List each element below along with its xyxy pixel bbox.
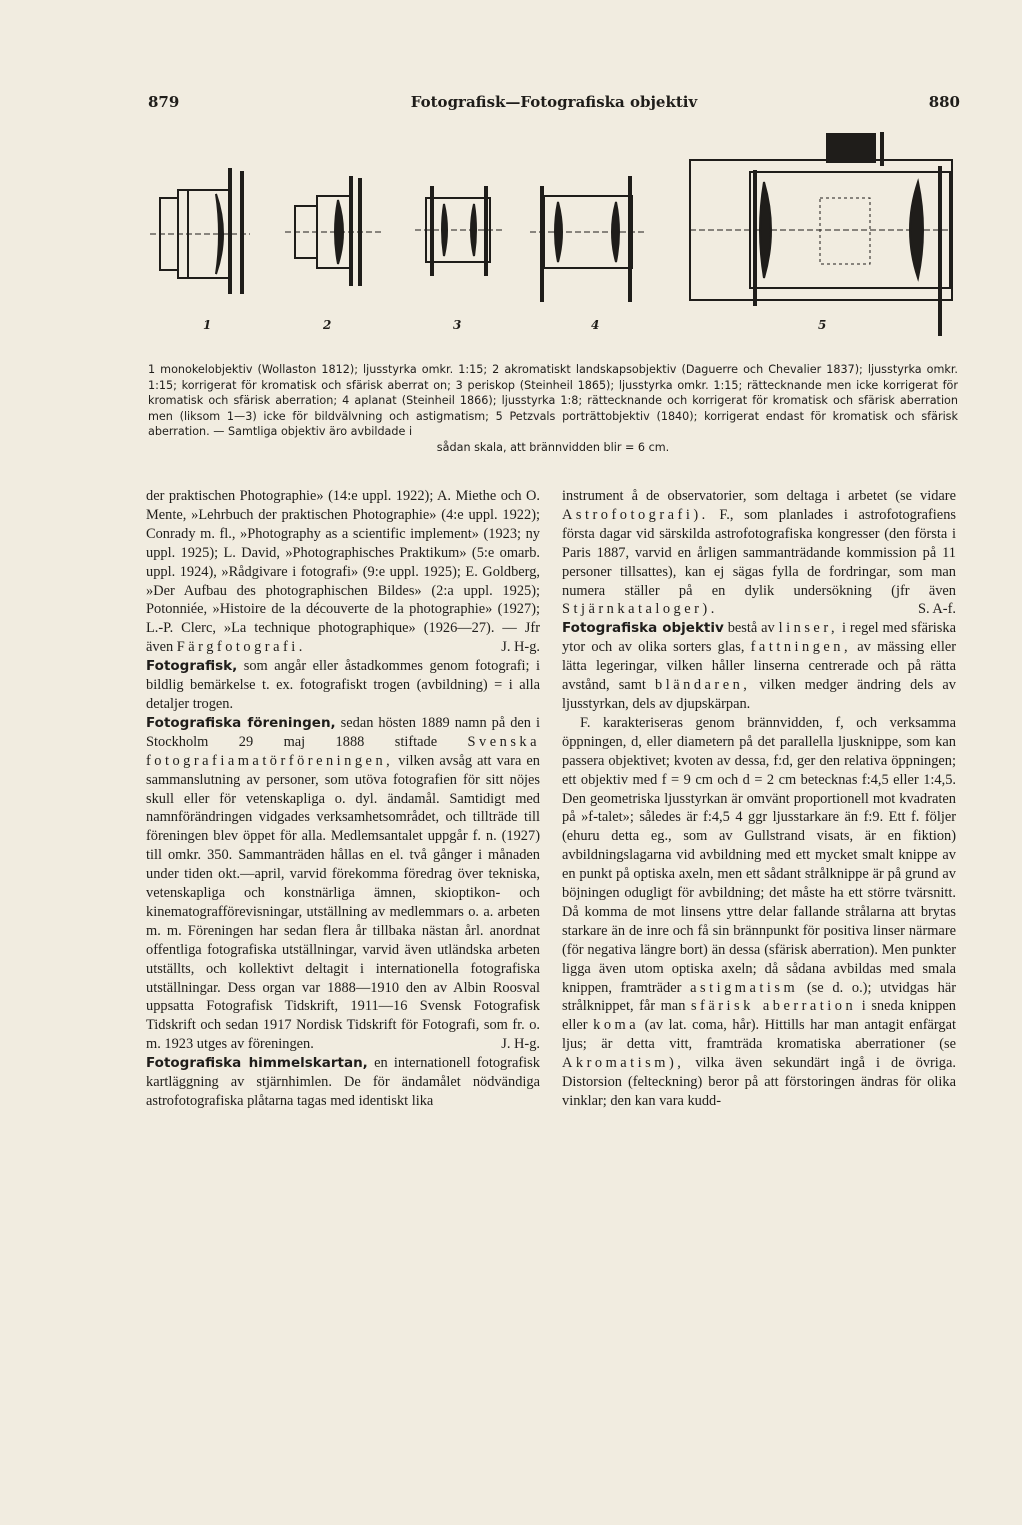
left-column (146, 487, 540, 1111)
page-header (148, 93, 960, 115)
spaced-term: bländaren, (655, 677, 751, 694)
signature: J. H-g. (501, 639, 540, 656)
paragraph: instrument å de observatorier, som deltaga i arbetet (se vidare Astrofotografi). F., som planlades i astrofotografiens första dagar vid särskilda astrofotografiska kongresser (den första i Paris 1887, varvid en årligen sammanträdande kommission på 11 personer tillsattes), kan ej sägas fylla de fordringar, som man numera ställer på en dylik undersökning (jfr även Stjärnkataloger). S. A-f. (562, 488, 956, 618)
cross-reference: Astrofotografi). (562, 506, 709, 523)
lens-diagram-2 (285, 176, 382, 286)
spaced-term: Svenska fotografiamatörföreningen, (146, 733, 540, 769)
page-title: Fotografisk—Fotografiska objektiv (410, 93, 698, 111)
paragraph: Fotografiska himmelskartan, en internationell fotografisk kartläggning av stjärnhimlen. De för ändamålet nödvändiga astrofotografiska plåtarna tagas med identiskt lika (146, 1055, 540, 1109)
cross-reference: Färgfotografi. (176, 639, 306, 656)
paragraph: F. karakteriseras genom brännvidden, f, och verksamma öppningen, d, eller diametern på det parallella ljusknippe, som kan passera objektivet; kvoten av dessa, f:d, ger den relativa öppningen; ett objektiv med f = 9 cm och d = 2 cm betecknas f:4,5 eller 1:4,5. Den geometriska ljusstyrkan är omvänt proportionell mot kvadraten på »f-talet»; således är f:4,5 4 ggr ljusstarkare än f:9. Ett f. följer (ehuru detta eg., som av Gullstrand visats, är en fiktion) avbildningslagarna vid avbildning med ett mycket smalt knippe av en punkt på optiska axeln, men ett sådant strålknippe är på grund av böjningen odugligt för avbildning; det måste ha ett större tvärsnitt. Då komma de mot linsens yttre delar fallande strålarna att brytas starkare än de inre och få sin brännpunkt för positiva linser närmare (för negativa längre bort) än dessa (sfärisk aberration). Men punkter ligga även utom optiska axeln; då sådana avbildas med smala knippen, framträder astigmatism (se d. o.); utvidgas här strålknippet, får man sfärisk aberration i sneda knippen eller koma (av lat. coma, hår). Hittills har man antagit enfärgat ljus; är detta vitt, framträda kromatiska aberrationer (se Akromatism), vilka även sekundärt ingå i de övriga. Distorsion (felteckning) beror på att förstoringen ändras för olika vinklar; den kan vara kudd- (562, 714, 957, 1109)
paragraph: Fotografiska objektiv bestå av linser, i regel med sfäriska ytor och av olika sorters glas, fattningen, av mässing eller lätta legeringar, vilken håller linserna centrerade och på rätta avstånd, samt bländaren, vilken medger ändring dels av ljusstyrkan, dels av djupskärpan. (562, 620, 956, 712)
figure-label-3: 3 (453, 318, 462, 332)
right-page-number: 880 (928, 93, 960, 111)
paragraph: der praktischen Photographie» (14:e uppl. 1922); A. Miethe och O. Mente, »Lehrbuch der praktischen Photographie» (4:e uppl. 1922); Conrady m. fl., »Photography as a scientific implement» (1923; ny uppl. 1925); L. David, »Photographisches Praktikum» (5:e omarb. uppl. 1924), »Rådgivare i fotografi» (9:e uppl. 1925); E. Goldberg, »Der Aufbau des photographischen Bildes» (2:a uppl. 1925); Potonniée, »Histoire de la découverte de la photographie» (1927); L.-P. Clerc, »La technique photographique» (1926—27). — Jfr även Färgfotografi. J. H-g. (146, 488, 540, 656)
spaced-term: fattningen, (750, 639, 852, 656)
spaced-term: sfärisk aberration (690, 998, 857, 1015)
right-column (562, 487, 956, 1111)
left-page-number: 879 (148, 93, 180, 111)
figure-label-4: 4 (591, 318, 600, 332)
headword: Fotografiska föreningen, (146, 714, 336, 731)
paragraph: Fotografiska föreningen, sedan hösten 1889 namn på den i Stockholm 29 maj 1888 stiftade Svenska fotografiamatörföreningen, vilken avsåg att vara en sammanslutning av personer, som utöva fotografien för sitt nöjes skull eller för vetenskapliga o. dyl. ändamål. Samtidigt med namnförändringen vidgades verksamhetsområdet, och tillträde till föreningen blev öppet för alla. Medlemsantalet uppgår f. n. (1927) till omkr. 350. Sammanträden hållas en el. två gånger i månaden under tiden okt.—april, varvid förekomma föredrag över tekniska, vetenskapliga och konstnärliga ämnen, skioptikon- och kinematografförevisningar, utställning av medlemmars o. a. arbeten m. m. Föreningen har sedan flera år tillbaka nästan årl. anordnat offentliga fotografiska utställningar, varvid även utländska arbeten utställts, och kollektivt deltagit i internationella fotografiska utställningar. Dess organ var 1888—1910 den av Albin Roosval uppsatta Fotografisk Tidskrift, 1911—16 Svensk Fotografisk Tidskrift och sedan 1917 Nordisk Tidskrift för Fotografi, som fr. o. m. 1923 utges av föreningen. J. H-g. (146, 714, 540, 1053)
figure-label-5: 5 (818, 318, 827, 332)
lens-diagrams-figure (150, 126, 960, 341)
paragraph: Fotografisk, som angår eller åstadkommes genom fotografi; i bildlig bemärkelse t. ex. fotografiskt trogen (avbildning) = i alla detaljer trogen. (146, 658, 540, 712)
spaced-term: koma (593, 1017, 640, 1034)
cross-reference: Stjärnkataloger). (562, 601, 718, 618)
caption-last-line: sådan skala, att brännvidden blir = 6 cm. (436, 440, 670, 454)
lens-diagram-5 (690, 132, 952, 336)
headword: Fotografiska himmelskartan, (146, 1055, 368, 1072)
spaced-term: linser, (778, 620, 839, 637)
lens-diagram-4 (530, 176, 646, 302)
lens-diagram-3 (415, 186, 502, 276)
figure-label-1: 1 (203, 318, 212, 332)
figure-caption (148, 362, 958, 455)
signature: S. A-f. (918, 601, 956, 618)
headword: Fotografiska objektiv (562, 620, 724, 637)
headword: Fotografisk, (146, 658, 238, 675)
lens-diagrams (150, 126, 960, 341)
spaced-term: astigmatism (690, 979, 799, 996)
spaced-term: Akromatism), (562, 1055, 685, 1072)
signature: J. H-g. (501, 1036, 540, 1053)
caption-text: 1 monokelobjektiv (Wollaston 1812); ljusstyrka omkr. 1:15; 2 akromatiskt landskapsobjektiv (Daguerre och Chevalier 1837); ljusstyrka omkr. 1:15; korrigerat för kromatisk och sfärisk aberrat on; 3 periskop (Steinheil 1865); ljusstyrka omkr. 1:15; rättecknande men icke korrigerat för kromatisk och sfärisk aberration; 4 aplanat (Steinheil 1866); ljusstyrka 1:8; rättecknande och korrigerat för kromatisk och sfärisk aberration men (liksom 1—3) icke för bildvälvning och astigmatism; 5 Petzvals porträttobjektiv (1840); korrigerat endast för kromatisk och sfärisk aberration. — Samtliga objektiv äro avbildade i (148, 363, 958, 438)
lens-diagram-1 (150, 168, 250, 294)
figure-label-2: 2 (323, 318, 332, 332)
